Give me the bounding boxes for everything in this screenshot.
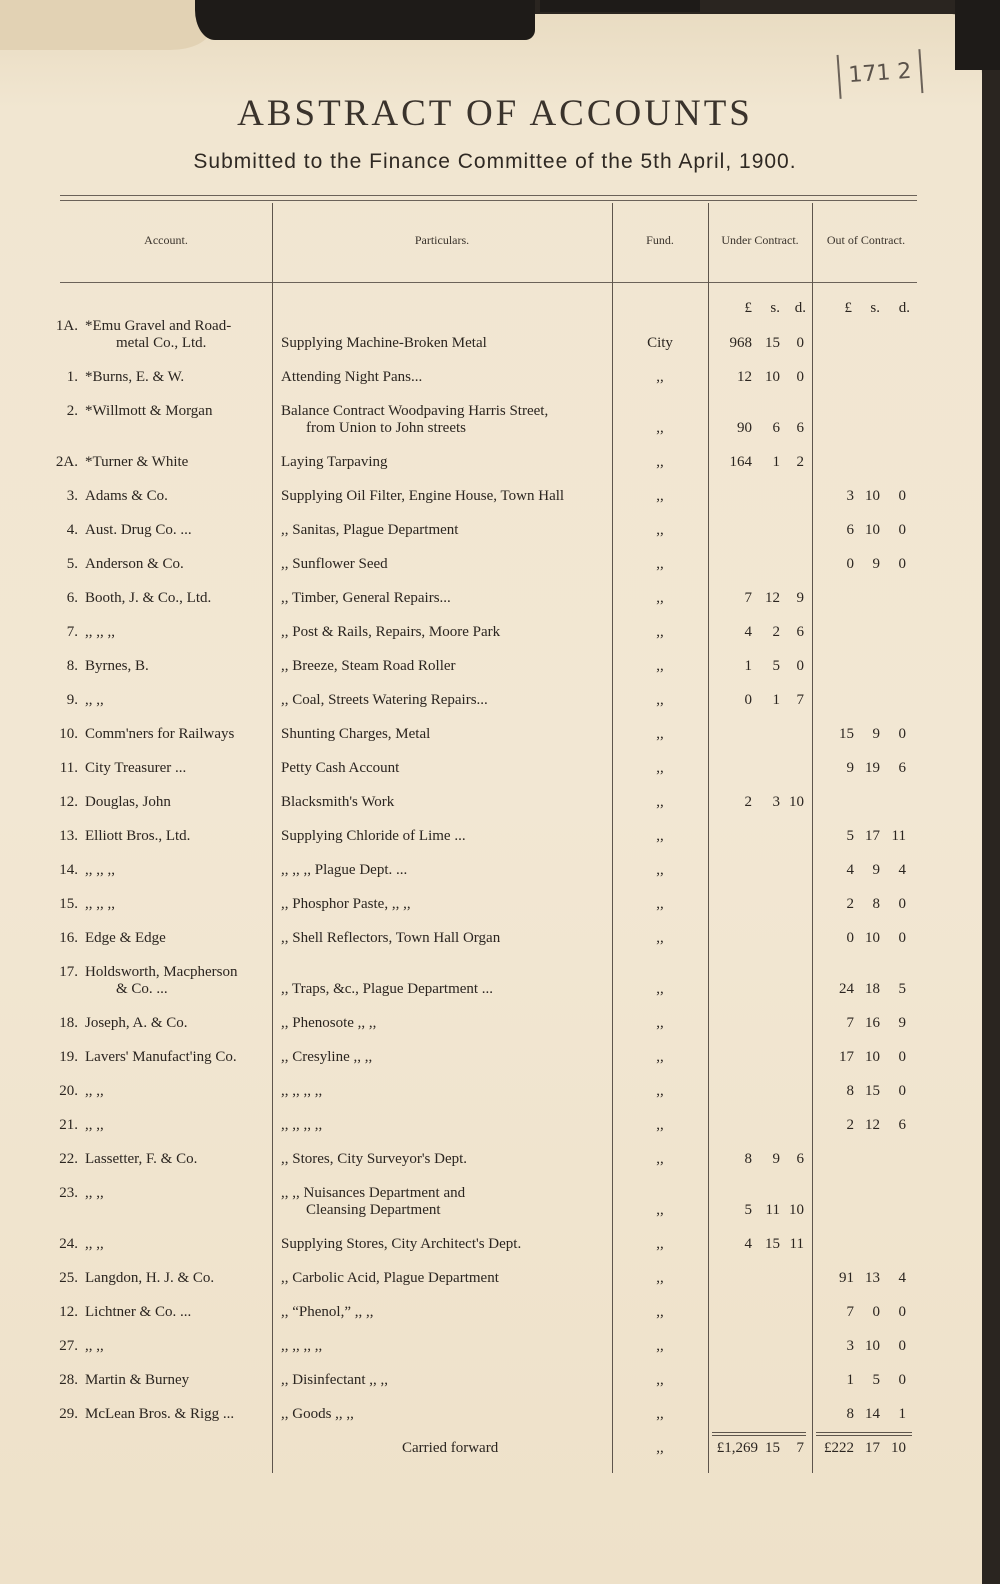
particulars-text: ,, ,, ,, ,, <box>281 1083 323 1099</box>
fund-value: ,, <box>656 1117 664 1133</box>
fund-value: ,, <box>656 1304 664 1320</box>
out-pence: 11 <box>891 828 906 844</box>
out-pounds: 1 <box>846 1372 854 1388</box>
particulars-text: ,, Goods ,, ,, <box>281 1406 354 1422</box>
row-number: 1A. <box>55 318 78 334</box>
row-number: 24. <box>59 1236 78 1252</box>
out-pounds: 0 <box>846 930 854 946</box>
particulars-text: Balance Contract Woodpaving Harris Street, <box>281 403 549 419</box>
particulars-text: ,, ,, Nuisances Department and <box>281 1185 466 1201</box>
particulars-text: Supplying Chloride of Lime ... <box>281 828 466 844</box>
row-number: 13. <box>59 828 78 844</box>
account-name: Douglas, John <box>85 794 171 810</box>
particulars-text: ,, Traps, &c., Plague Department ... <box>281 981 494 997</box>
page-title: ABSTRACT OF ACCOUNTS <box>237 93 753 134</box>
out-pence: 0 <box>898 930 906 946</box>
out-pounds: 17 <box>839 1049 854 1065</box>
out-pounds: 3 <box>846 488 854 504</box>
account-name: ,, ,, ,, <box>85 896 115 912</box>
account-name: Martin & Burney <box>85 1372 190 1388</box>
out-shillings: 10 <box>865 522 880 538</box>
out-pence: 6 <box>898 1117 906 1133</box>
out-shillings: 5 <box>872 1372 880 1388</box>
under-shillings: 6 <box>772 420 780 436</box>
row-number: 3. <box>66 488 78 504</box>
out-pounds: 3 <box>846 1338 854 1354</box>
top-rule <box>60 195 917 196</box>
fund-value: ,, <box>656 1270 664 1286</box>
top-rule <box>60 200 917 201</box>
particulars-text: ,, Coal, Streets Watering Repairs... <box>281 692 488 708</box>
torn-gap <box>195 0 535 40</box>
fund-value: ,, <box>656 420 664 436</box>
out-pence: 6 <box>898 760 906 776</box>
row-number: 2A. <box>55 454 78 470</box>
row-number: 21. <box>59 1117 78 1133</box>
out-shillings: 15 <box>865 1083 880 1099</box>
under-pounds: 2 <box>744 794 752 810</box>
header-out-of-contract: Out of Contract. <box>826 233 906 247</box>
fund-value: ,, <box>656 760 664 776</box>
out-pounds: 7 <box>846 1015 854 1031</box>
under-shillings: 3 <box>772 794 780 810</box>
under-pounds: 12 <box>737 369 752 385</box>
account-name: *Turner & White <box>85 454 189 470</box>
under-pounds: 5 <box>744 1202 752 1218</box>
currency-pence: d. <box>898 300 910 316</box>
under-shillings: 1 <box>772 692 780 708</box>
out-pence: 0 <box>898 896 906 912</box>
total-rule <box>712 1432 806 1433</box>
fund-value: ,, <box>656 624 664 640</box>
row-number: 7. <box>66 624 78 640</box>
particulars-text: Supplying Machine-Broken Metal <box>281 335 487 351</box>
row-number: 28. <box>59 1372 78 1388</box>
under-pence: 6 <box>796 1151 804 1167</box>
currency-shillings: s. <box>870 300 880 316</box>
account-name: Langdon, H. J. & Co. <box>85 1270 215 1286</box>
total-fund: ,, <box>656 1440 664 1456</box>
out-pence: 9 <box>898 1015 906 1031</box>
row-number: 22. <box>59 1151 78 1167</box>
out-pence: 0 <box>898 1083 906 1099</box>
under-pence: 2 <box>796 454 804 470</box>
out-pence: 1 <box>898 1406 906 1422</box>
out-pounds: 2 <box>846 896 854 912</box>
out-pounds: 8 <box>846 1406 854 1422</box>
under-pence: 6 <box>796 624 804 640</box>
account-name: *Emu Gravel and Road- <box>85 318 232 334</box>
account-name: Joseph, A. & Co. <box>85 1015 188 1031</box>
under-shillings: 12 <box>765 590 780 606</box>
fund-value: ,, <box>656 454 664 470</box>
out-pence: 0 <box>898 488 906 504</box>
row-number: 20. <box>59 1083 78 1099</box>
account-name: & Co. ... <box>116 981 168 997</box>
row-number: 17. <box>59 964 78 980</box>
out-pence: 4 <box>898 1270 906 1286</box>
under-pence: 10 <box>789 1202 804 1218</box>
total-rule <box>712 1435 806 1436</box>
fund-value: ,, <box>656 1372 664 1388</box>
under-pence: 10 <box>789 794 804 810</box>
row-number: 29. <box>59 1406 78 1422</box>
under-pounds: 90 <box>737 420 752 436</box>
row-number: 19. <box>59 1049 78 1065</box>
fund-value: ,, <box>656 1202 664 1218</box>
total-under-shillings: 15 <box>765 1440 780 1456</box>
archive-stamp: 171 2 <box>837 49 924 99</box>
total-label: Carried forward <box>402 1440 499 1456</box>
header-under-contract: Under Contract. <box>721 233 799 247</box>
out-shillings: 10 <box>865 488 880 504</box>
out-pounds: 2 <box>846 1117 854 1133</box>
account-name: ,, ,, <box>85 1185 104 1201</box>
particulars-text: ,, Breeze, Steam Road Roller <box>281 658 456 674</box>
account-name: Lassetter, F. & Co. <box>85 1151 198 1167</box>
out-pounds: 0 <box>846 556 854 572</box>
account-name: Adams & Co. <box>85 488 168 504</box>
under-shillings: 5 <box>772 658 780 674</box>
row-number: 6. <box>66 590 78 606</box>
row-number: 4. <box>66 522 78 538</box>
fund-value: ,, <box>656 794 664 810</box>
out-pence: 0 <box>898 1338 906 1354</box>
fund-value: ,, <box>656 828 664 844</box>
under-shillings: 11 <box>765 1202 780 1218</box>
particulars-text: Petty Cash Account <box>281 760 400 776</box>
row-number: 25. <box>59 1270 78 1286</box>
out-pence: 5 <box>898 981 906 997</box>
header-account: Account. <box>144 233 188 247</box>
column-divider <box>272 203 273 1473</box>
total-under-pence: 7 <box>796 1440 804 1456</box>
particulars-text: ,, Sunflower Seed <box>281 556 388 572</box>
under-pence: 11 <box>789 1236 804 1252</box>
particulars-text: ,, Shell Reflectors, Town Hall Organ <box>281 930 501 946</box>
fund-value: ,, <box>656 522 664 538</box>
row-number: 16. <box>59 930 78 946</box>
particulars-text: Supplying Stores, City Architect's Dept. <box>281 1236 522 1252</box>
out-shillings: 18 <box>865 981 880 997</box>
out-shillings: 8 <box>872 896 880 912</box>
fund-value: ,, <box>656 488 664 504</box>
under-shillings: 10 <box>765 369 780 385</box>
particulars-text: ,, Carbolic Acid, Plague Department <box>281 1270 499 1286</box>
particulars-text: from Union to John streets <box>306 420 466 436</box>
header-particulars: Particulars. <box>414 233 470 247</box>
fund-value: ,, <box>656 1015 664 1031</box>
particulars-text: ,, Phenosote ,, ,, <box>281 1015 377 1031</box>
out-pounds: 8 <box>846 1083 854 1099</box>
under-pence: 0 <box>796 335 804 351</box>
column-divider <box>612 203 613 1473</box>
under-pounds: 1 <box>744 658 752 674</box>
out-pounds: 7 <box>846 1304 854 1320</box>
under-pounds: 8 <box>744 1151 752 1167</box>
out-pence: 0 <box>898 522 906 538</box>
account-name: Comm'ners for Railways <box>85 726 235 742</box>
total-out-pounds: £222 <box>824 1440 854 1456</box>
out-shillings: 9 <box>872 862 880 878</box>
out-shillings: 13 <box>865 1270 880 1286</box>
row-number: 11. <box>59 760 78 776</box>
under-pence: 6 <box>796 420 804 436</box>
row-number: 1. <box>66 369 78 385</box>
page-subtitle: Submitted to the Finance Committee of the 5th April, 1900. <box>193 150 797 173</box>
out-shillings: 0 <box>872 1304 880 1320</box>
particulars-text: ,, Sanitas, Plague Department <box>281 522 459 538</box>
under-pence: 0 <box>796 369 804 385</box>
fund-value: City <box>647 335 673 351</box>
fund-value: ,, <box>656 369 664 385</box>
particulars-text: ,, Timber, General Repairs... <box>281 590 451 606</box>
header-rule <box>60 282 917 283</box>
account-name: *Willmott & Morgan <box>85 403 213 419</box>
under-shillings: 2 <box>772 624 780 640</box>
account-name: Anderson & Co. <box>85 556 184 572</box>
particulars-text: ,, Stores, City Surveyor's Dept. <box>281 1151 468 1167</box>
out-shillings: 9 <box>872 556 880 572</box>
account-name: Byrnes, B. <box>85 658 149 674</box>
particulars-text: ,, ,, ,, ,, <box>281 1338 323 1354</box>
under-pence: 7 <box>796 692 804 708</box>
account-name: metal Co., Ltd. <box>116 335 207 351</box>
particulars-text: Attending Night Pans... <box>281 369 423 385</box>
account-name: Elliott Bros., Ltd. <box>85 828 191 844</box>
account-name: ,, ,, ,, <box>85 624 115 640</box>
particulars-text: ,, Phosphor Paste, ,, ,, <box>281 896 411 912</box>
under-pounds: 7 <box>744 590 752 606</box>
account-name: ,, ,, ,, <box>85 862 115 878</box>
total-under-pounds: £1,269 <box>716 1440 758 1456</box>
currency-pence: d. <box>794 300 806 316</box>
account-name: McLean Bros. & Rigg ... <box>85 1406 235 1422</box>
column-divider <box>812 203 813 1473</box>
row-number: 15. <box>59 896 78 912</box>
under-shillings: 15 <box>765 1236 780 1252</box>
under-pounds: 968 <box>729 335 752 351</box>
fund-value: ,, <box>656 896 664 912</box>
account-name: Edge & Edge <box>85 930 166 946</box>
under-pounds: 164 <box>729 454 752 470</box>
row-number: 10. <box>59 726 78 742</box>
out-pounds: 6 <box>846 522 854 538</box>
under-pounds: 4 <box>744 624 752 640</box>
fund-value: ,, <box>656 556 664 572</box>
account-name: *Burns, E. & W. <box>85 369 185 385</box>
row-number: 8. <box>66 658 78 674</box>
under-pence: 9 <box>796 590 804 606</box>
under-shillings: 15 <box>765 335 780 351</box>
particulars-text: ,, Post & Rails, Repairs, Moore Park <box>281 624 501 640</box>
fund-value: ,, <box>656 1406 664 1422</box>
out-shillings: 10 <box>865 930 880 946</box>
row-number: 9. <box>66 692 78 708</box>
out-shillings: 19 <box>865 760 880 776</box>
out-pence: 0 <box>898 1372 906 1388</box>
under-pence: 0 <box>796 658 804 674</box>
row-number: 12. <box>59 794 78 810</box>
account-name: City Treasurer ... <box>85 760 187 776</box>
row-number: 5. <box>66 556 78 572</box>
header-fund: Fund. <box>646 233 674 247</box>
out-pence: 0 <box>898 1304 906 1320</box>
particulars-text: ,, ,, ,, ,, <box>281 1117 323 1133</box>
row-number: 18. <box>59 1015 78 1031</box>
under-shillings: 9 <box>772 1151 780 1167</box>
out-pence: 0 <box>898 726 906 742</box>
total-out-pence: 10 <box>891 1440 906 1456</box>
row-number: 12. <box>59 1304 78 1320</box>
account-name: Holdsworth, Macpherson <box>85 964 238 980</box>
particulars-text: ,, Cresyline ,, ,, <box>281 1049 373 1065</box>
fund-value: ,, <box>656 1083 664 1099</box>
account-name: Lichtner & Co. ... <box>85 1304 192 1320</box>
out-shillings: 17 <box>865 828 880 844</box>
particulars-text: Blacksmith's Work <box>281 794 395 810</box>
particulars-text: ,, Disinfectant ,, ,, <box>281 1372 389 1388</box>
out-shillings: 10 <box>865 1338 880 1354</box>
fund-value: ,, <box>656 1049 664 1065</box>
out-pence: 0 <box>898 1049 906 1065</box>
out-shillings: 10 <box>865 1049 880 1065</box>
fund-value: ,, <box>656 1338 664 1354</box>
out-pence: 0 <box>898 556 906 572</box>
under-shillings: 1 <box>772 454 780 470</box>
under-pounds: 0 <box>744 692 752 708</box>
fund-value: ,, <box>656 692 664 708</box>
fund-value: ,, <box>656 658 664 674</box>
account-name: Aust. Drug Co. ... <box>85 522 192 538</box>
fund-value: ,, <box>656 1151 664 1167</box>
row-number: 27. <box>59 1338 78 1354</box>
torn-gap <box>540 0 700 12</box>
under-pounds: 4 <box>744 1236 752 1252</box>
fund-value: ,, <box>656 862 664 878</box>
currency-pounds: £ <box>744 300 752 316</box>
out-pounds: 5 <box>846 828 854 844</box>
account-name: ,, ,, <box>85 1117 104 1133</box>
fund-value: ,, <box>656 930 664 946</box>
total-rule <box>816 1432 912 1433</box>
fund-value: ,, <box>656 590 664 606</box>
account-name: ,, ,, <box>85 692 104 708</box>
account-name: Booth, J. & Co., Ltd. <box>85 590 212 606</box>
particulars-text: Shunting Charges, Metal <box>281 726 431 742</box>
background-corner <box>955 0 1000 70</box>
currency-shillings: s. <box>770 300 780 316</box>
account-name: ,, ,, <box>85 1083 104 1099</box>
fund-value: ,, <box>656 1236 664 1252</box>
account-name: Lavers' Manufact'ing Co. <box>85 1049 237 1065</box>
particulars-text: Cleansing Department <box>306 1202 441 1218</box>
out-pounds: 24 <box>839 981 854 997</box>
out-pounds: 9 <box>846 760 854 776</box>
torn-edge <box>0 0 210 50</box>
row-number: 2. <box>66 403 78 419</box>
particulars-text: ,, “Phenol,” ,, ,, <box>281 1304 374 1320</box>
account-name: ,, ,, <box>85 1236 104 1252</box>
out-pounds: 91 <box>839 1270 854 1286</box>
out-pence: 4 <box>898 862 906 878</box>
particulars-text: Laying Tarpaving <box>281 454 388 470</box>
row-number: 14. <box>59 862 78 878</box>
out-shillings: 16 <box>865 1015 880 1031</box>
account-name: ,, ,, <box>85 1338 104 1354</box>
currency-pounds: £ <box>844 300 852 316</box>
fund-value: ,, <box>656 981 664 997</box>
column-divider <box>708 203 709 1473</box>
particulars-text: ,, ,, ,, Plague Dept. ... <box>281 862 408 878</box>
total-rule <box>816 1435 912 1436</box>
row-number: 23. <box>59 1185 78 1201</box>
particulars-text: Supplying Oil Filter, Engine House, Town Hall <box>281 488 565 504</box>
out-shillings: 12 <box>865 1117 880 1133</box>
out-shillings: 14 <box>865 1406 880 1422</box>
out-shillings: 9 <box>872 726 880 742</box>
fund-value: ,, <box>656 726 664 742</box>
out-pounds: 15 <box>839 726 854 742</box>
total-out-shillings: 17 <box>865 1440 880 1456</box>
out-pounds: 4 <box>846 862 854 878</box>
